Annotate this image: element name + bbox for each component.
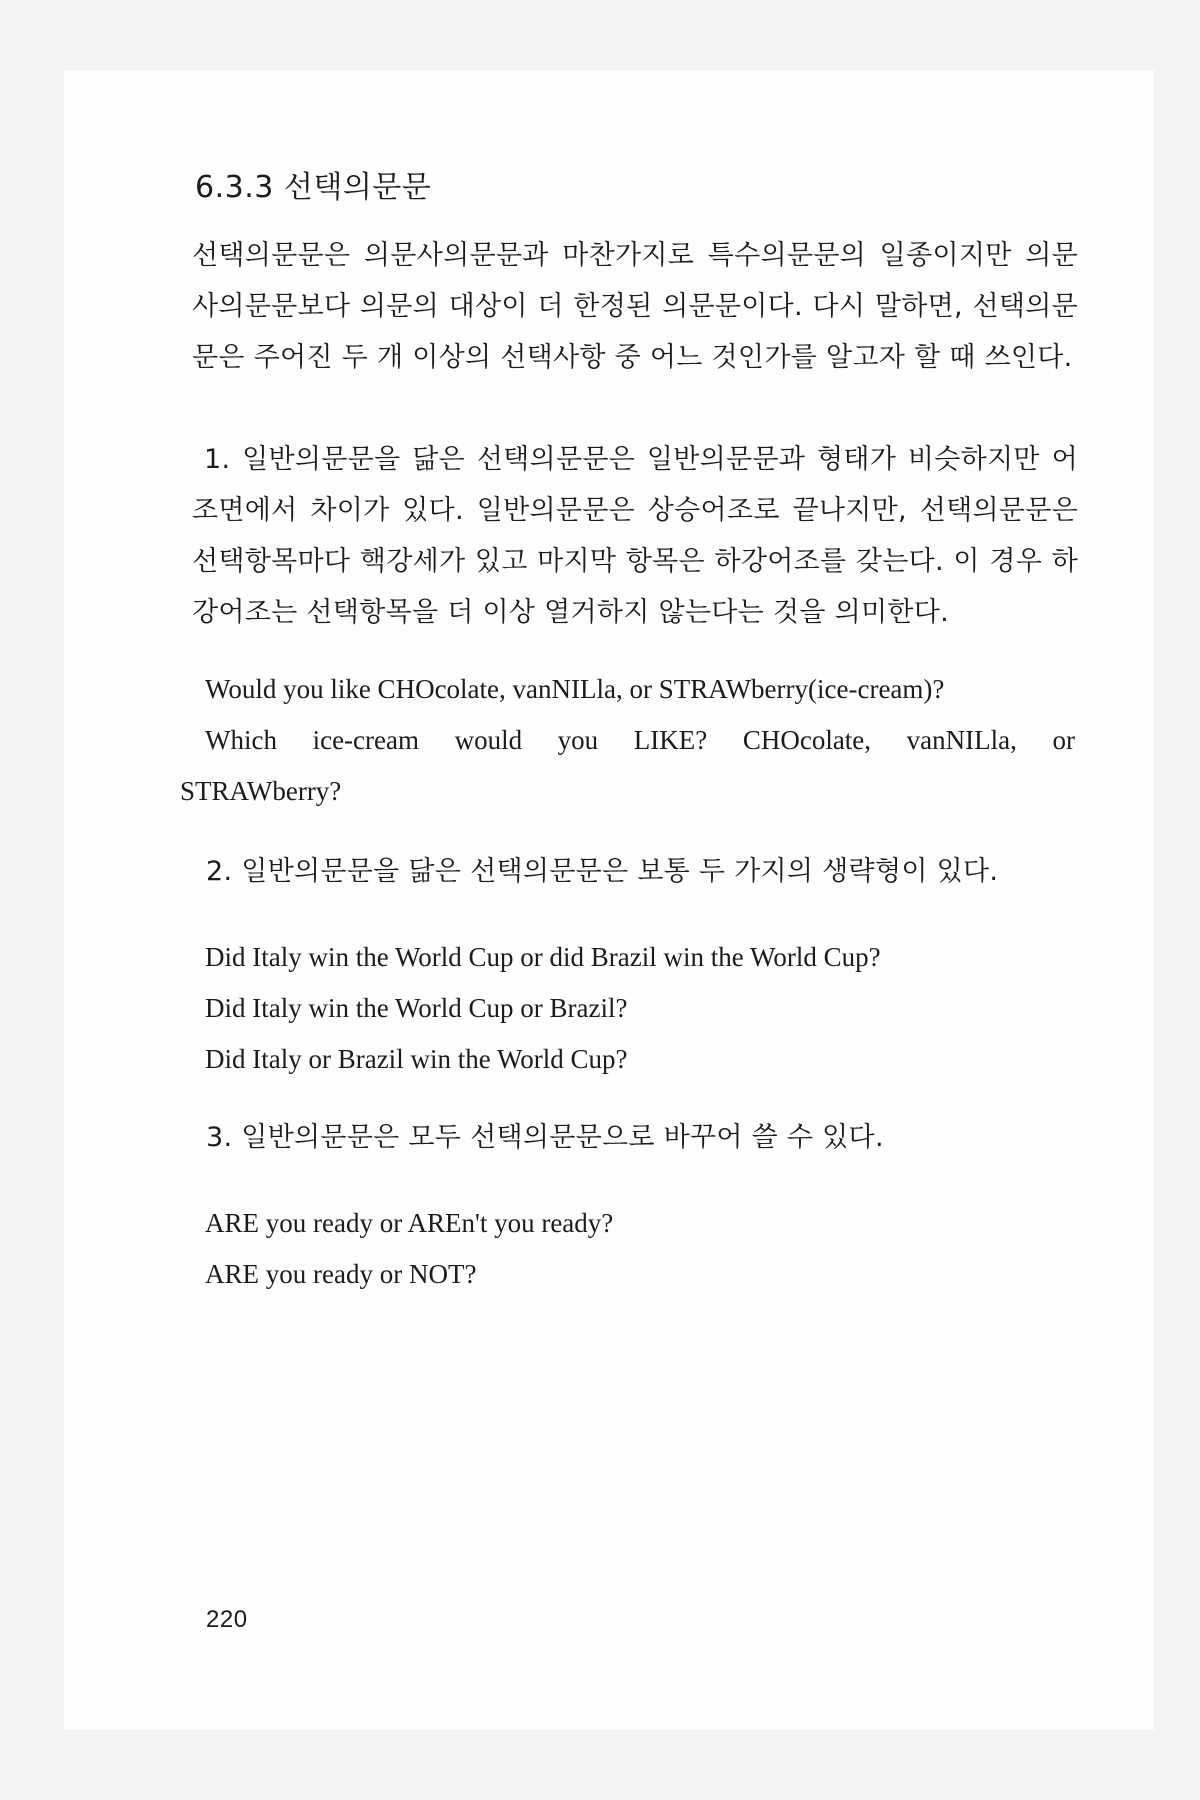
- example-word: vanNILla,: [906, 725, 1017, 755]
- point-3: 3. 일반의문문은 모두 선택의문문으로 바꾸어 쓸 수 있다.: [206, 1122, 884, 1153]
- point-2: 2. 일반의문문을 닮은 선택의문문은 보통 두 가지의 생략형이 있다.: [206, 856, 999, 887]
- page-number: 220: [206, 1606, 248, 1633]
- example-2-line-2: Did Italy win the World Cup or Brazil?: [205, 993, 628, 1023]
- intro-paragraph: 선택의문문은 의문사의문문과 마찬가지로 특수의문문의 일종이지만 의문사의문문보다 의문의 대상이 더 한정된 의문문이다. 다시 말하면, 선택의문문은 주어진 두 개 이상의 선택사항 중 어느 것인가를 알고자 할 때 쓰인다.: [192, 240, 1078, 373]
- example-1-line-2: [205, 715, 1075, 766]
- example-word: CHOcolate,: [742, 725, 872, 755]
- point-1-block: [192, 434, 1078, 638]
- example-word: ice-cream: [312, 725, 419, 755]
- example-word: would: [454, 725, 523, 755]
- example-1-line-3: STRAWberry?: [180, 776, 342, 806]
- examples-1: [180, 664, 1075, 817]
- examples-2: [205, 932, 1075, 1085]
- example-word: Which: [205, 725, 277, 755]
- intro-paragraph-block: [192, 230, 1078, 383]
- point-1-paragraph: 1. 일반의문문을 닮은 선택의문문은 일반의문문과 형태가 비슷하지만 어조면에서 차이가 있다. 일반의문문은 상승어조로 끝나지만, 선택의문문은 선택항목마다 핵강세가 있고 마지막 항목은 하강어조를 갖는다. 이 경우 하강어조는 선택항목을 더 이상 열거하지 않는다는 것을 의미한다.: [192, 444, 1078, 628]
- example-3-line-1: ARE you ready or AREn't you ready?: [205, 1208, 614, 1238]
- example-3-line-2: ARE you ready or NOT?: [205, 1259, 477, 1289]
- examples-3: [205, 1198, 1075, 1300]
- example-word: or: [1052, 725, 1075, 755]
- example-2-line-3: Did Italy or Brazil win the World Cup?: [205, 1044, 628, 1074]
- example-word: LIKE?: [633, 725, 708, 755]
- example-2-line-1: Did Italy win the World Cup or did Brazil win the World Cup?: [205, 942, 881, 972]
- section-heading: 6.3.3 선택의문문: [195, 170, 432, 205]
- example-word: you: [557, 725, 599, 755]
- example-1-line-1: Would you like CHOcolate, vanNILla, or STRAWberry(ice-cream)?: [205, 674, 945, 704]
